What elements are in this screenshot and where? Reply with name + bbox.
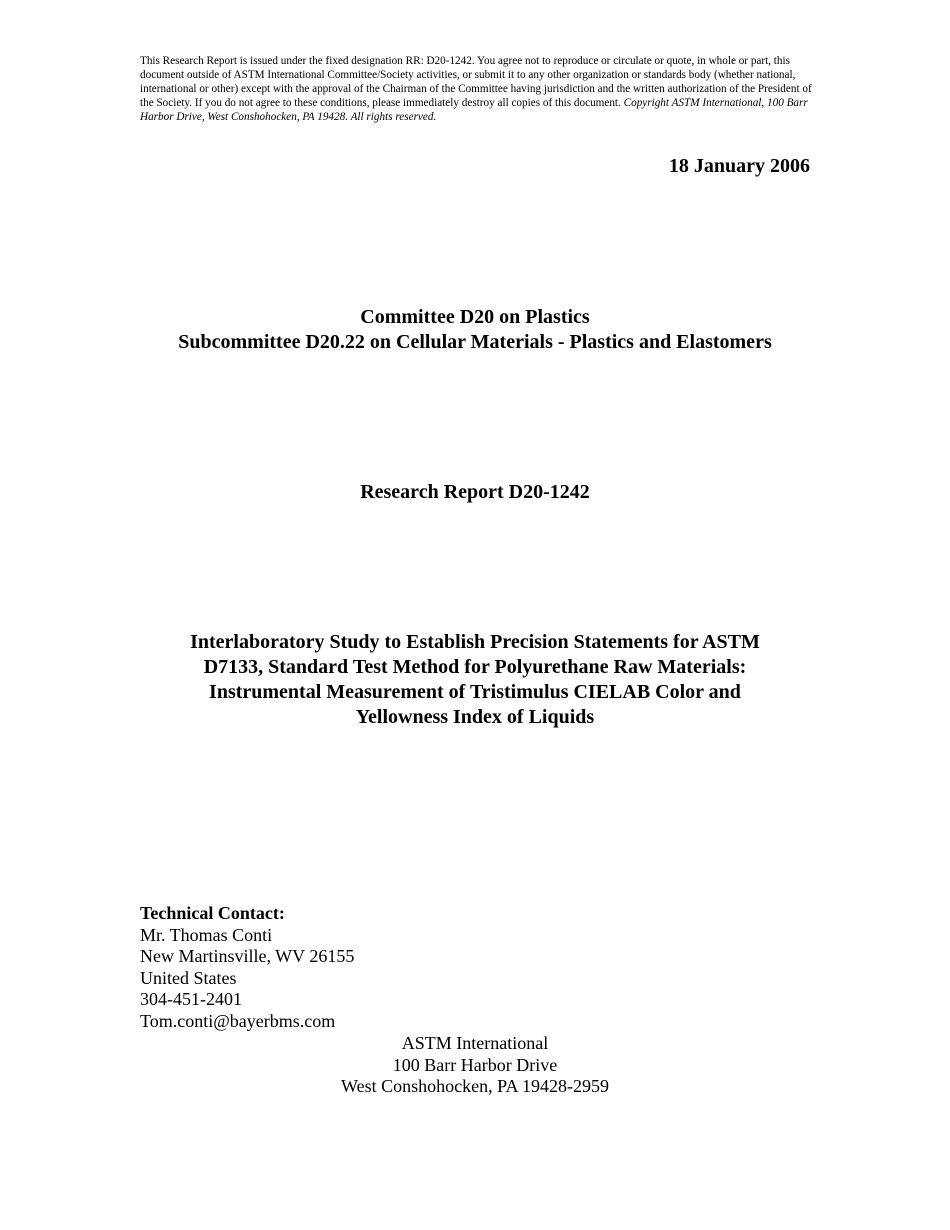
title-line: D7133, Standard Test Method for Polyurethane Raw Materials: [203, 656, 747, 678]
contact-label: Technical Contact: [140, 903, 285, 923]
address-street: 100 Barr Harbor Drive [392, 1054, 558, 1075]
astm-address [0, 1033, 950, 1098]
notice-text: This Research Report is issued under the fixed designation RR: D20-1242. You agree not to reproduce or circulate or quote, in whole or part, this document outside of ASTM International Committee/Society activities, or submit it to any other organization or standards body (whether national, international or other) except with the approval of the Chairman of the Committee having jurisdiction and the written authorization of the President of the Society. If you do not agree to these conditions, please immediately destroy all copies of this document. [140, 55, 812, 109]
committee-heading [0, 305, 950, 355]
address-city: West Conshohocken, PA 19428-2959 [341, 1076, 609, 1096]
report-number-text: Research Report D20-1242 [360, 481, 590, 503]
title-line: Instrumental Measurement of Tristimulus CIELAB Color and [209, 681, 741, 703]
copyright-line: Copyright ASTM International, 100 Barr Harbor Drive, West Conshohocken, PA 19428. All rights reserved. [140, 97, 808, 123]
copyright-notice [140, 54, 812, 124]
title-line: Interlaboratory Study to Establish Precision Statements for ASTM [190, 631, 760, 653]
subcommittee-name: Subcommittee D20.22 on Cellular Materials - Plastics and Elastomers [178, 331, 772, 353]
contact-email: Tom.conti@bayerbms.com [140, 1010, 336, 1031]
title-line: Yellowness Index of Liquids [355, 706, 595, 728]
report-number [0, 480, 950, 505]
contact-country: United States [140, 967, 237, 988]
contact-name: Mr. Thomas Conti [140, 924, 273, 945]
report-date: 18 January 2006 [668, 155, 810, 177]
contact-phone: 304-451-2401 [140, 989, 242, 1009]
committee-name: Committee D20 on Plastics [360, 306, 590, 328]
study-title [0, 630, 950, 730]
contact-city: New Martinsville, WV 26155 [140, 946, 355, 966]
technical-contact [140, 903, 354, 1032]
address-org: ASTM International [401, 1033, 549, 1053]
